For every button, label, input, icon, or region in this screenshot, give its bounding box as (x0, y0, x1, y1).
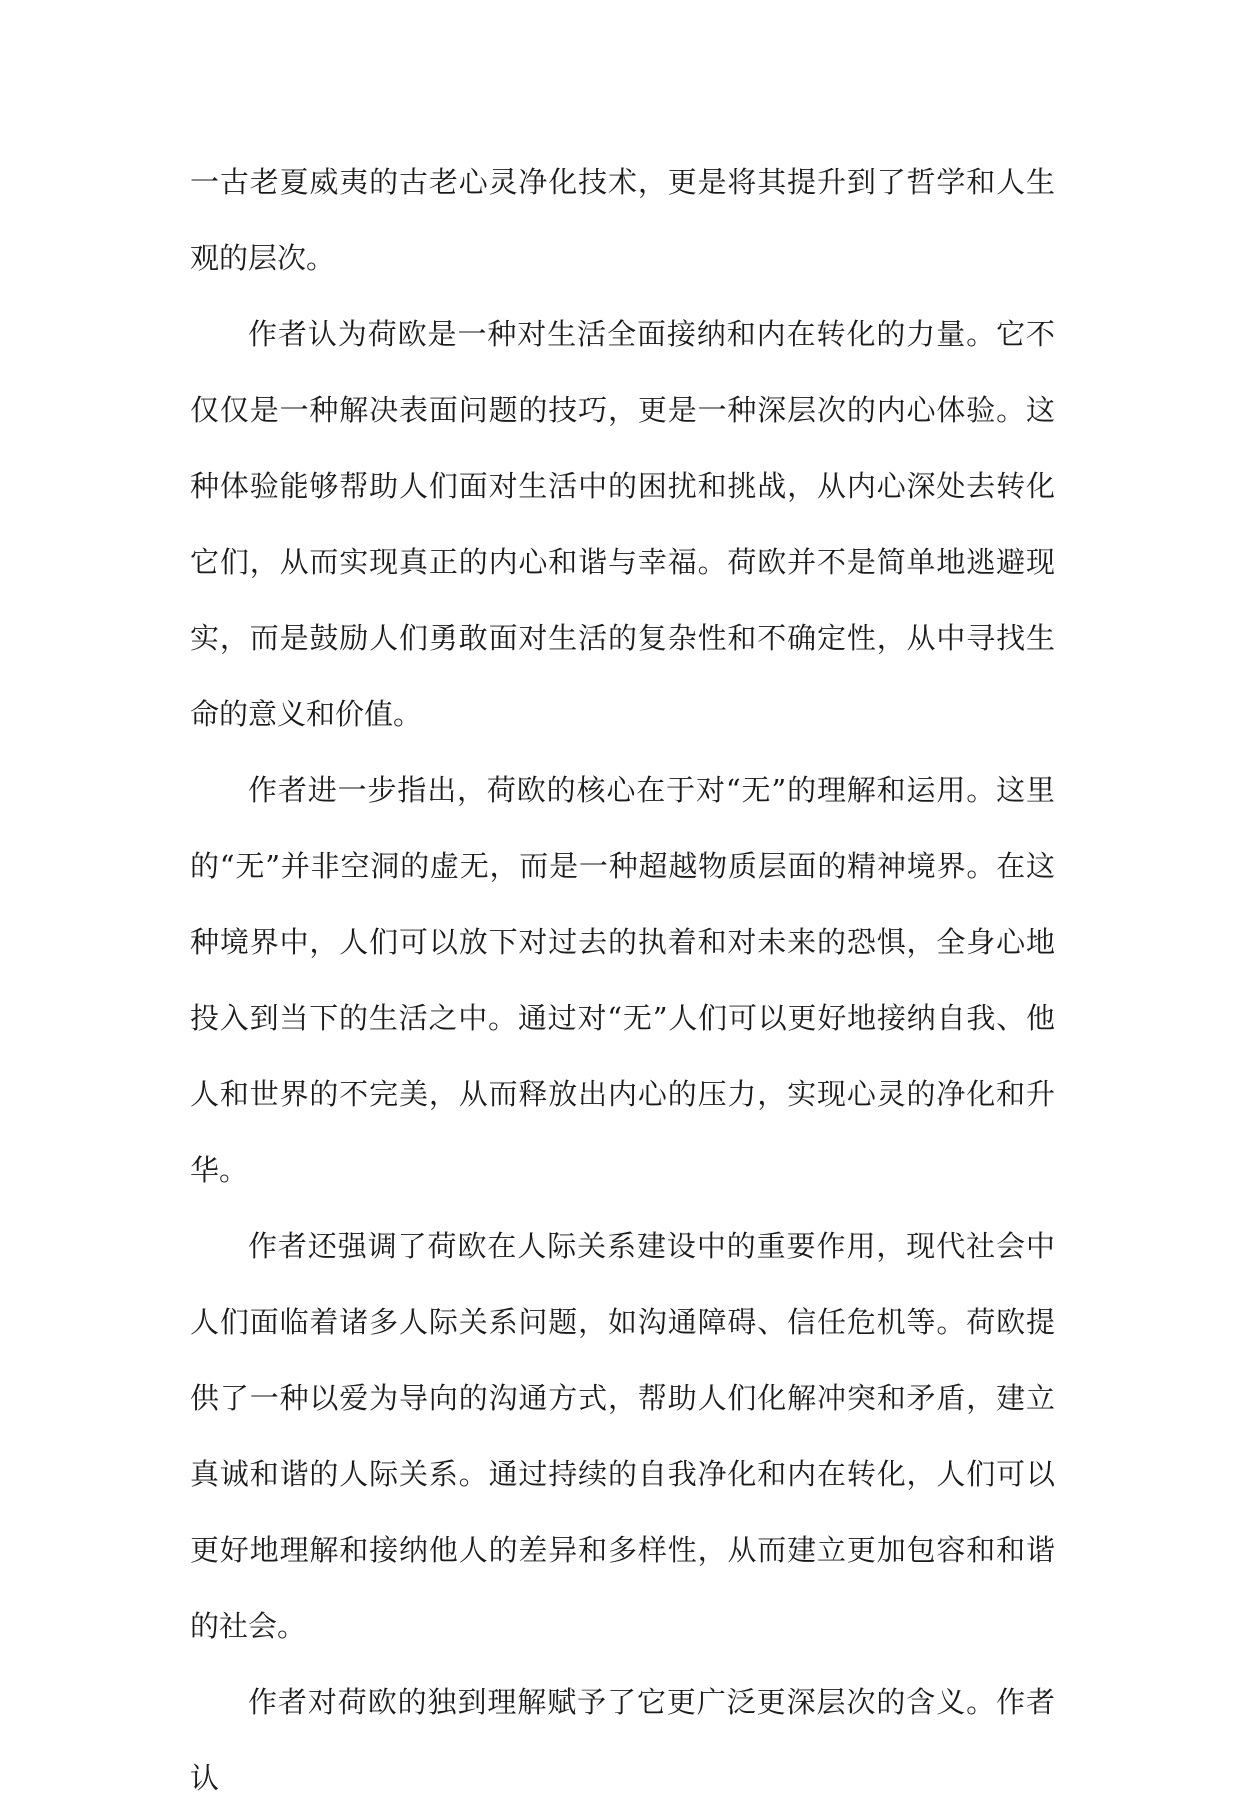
paragraph-2: 作者认为荷欧是一种对生活全面接纳和内在转化的力量。它不仅仅是一种解决表面问题的技巧，更是一种深层次的内心体验。这种体验能够帮助人们面对生活中的困扰和挑战，从内心深处去转化它们，从而实现真正的内心和谐与幸福。荷欧并不是简单地逃避现实，而是鼓励人们勇敢面对生活的复杂性和不确定性，从中寻找生命的意义和价值。 (190, 317, 1055, 731)
document-body (190, 144, 1055, 1816)
paragraph-4: 作者还强调了荷欧在人际关系建设中的重要作用，现代社会中人们面临着诸多人际关系问题，如沟通障碍、信任危机等。荷欧提供了一种以爱为导向的沟通方式，帮助人们化解冲突和矛盾，建立真诚和谐的人际关系。通过持续的自我净化和内在转化，人们可以更好地理解和接纳他人的差异和多样性，从而建立更加包容和和谐的社会。 (190, 1229, 1055, 1643)
paragraph-3: 作者进一步指出，荷欧的核心在于对“无”的理解和运用。这里的“无”并非空洞的虚无，而是一种超越物质层面的精神境界。在这种境界中，人们可以放下对过去的执着和对未来的恐惧，全身心地投入到当下的生活之中。通过对“无”人们可以更好地接纳自我、他人和世界的不完美，从而释放出内心的压力，实现心灵的净化和升华。 (190, 773, 1055, 1187)
paragraph-5: 作者对荷欧的独到理解赋予了它更广泛更深层次的含义。作者认 (190, 1685, 1055, 1795)
paragraph-1: 一古老夏威夷的古老心灵净化技术，更是将其提升到了哲学和人生观的层次。 (190, 165, 1055, 275)
